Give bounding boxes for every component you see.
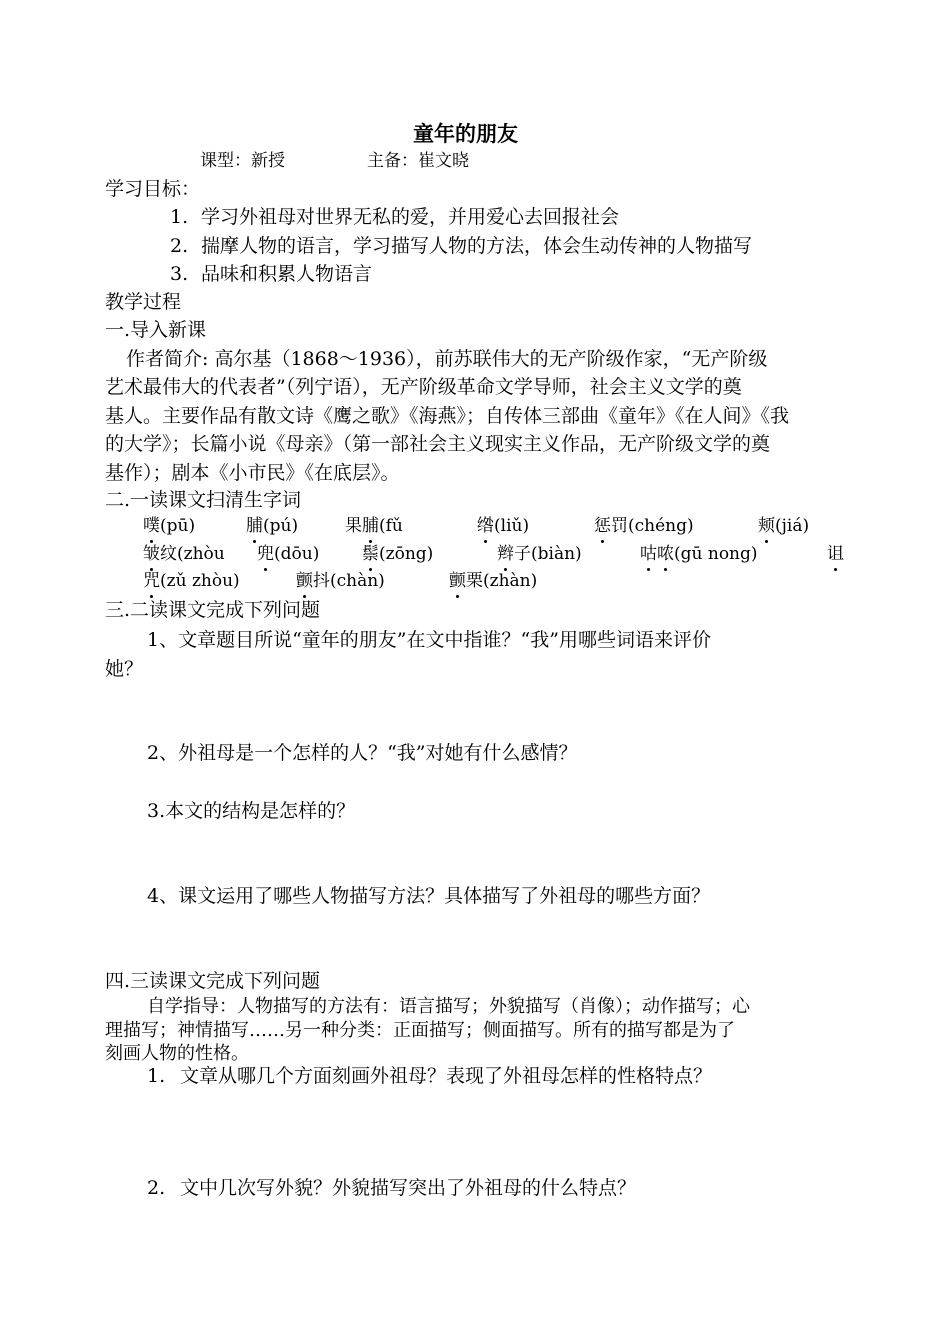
section1-heading: 一.导入新课 <box>105 319 207 341</box>
vocab-word: 兜(dōu) <box>257 544 320 564</box>
guide-line-1: 自学指导：人物描写的方法有：语言描写；外貌描写（肖像）；动作描写；心 <box>147 996 750 1017</box>
vocab-word: 颤抖(chàn) <box>296 571 385 591</box>
vocab-word: 诅 <box>827 544 844 564</box>
process-heading: 教学过程 <box>105 291 182 313</box>
intro-line-2: 艺术最伟大的代表者”（列宁语），无产阶级革命文学导师，社会主义文学的奠 <box>105 376 742 398</box>
vocab-word: 皱纹(zhòu <box>143 544 225 564</box>
vocab-word: 脯(pú) <box>246 516 299 536</box>
intro-line-4: 的大学》；长篇小说《母亲》（第一部社会主义现实主义作品，无产阶级文学的奠 <box>105 433 771 455</box>
section2-heading: 二.一读课文扫清生字词 <box>105 489 302 511</box>
vocab-word: 咒(zǔ zhòu) <box>143 571 240 591</box>
intro-line-1: 作者简介: 高尔基（1868～1936），前苏联伟大的无产阶级作家，“无产阶级 <box>126 348 768 370</box>
vocab-word: 鬃(zōng) <box>362 544 434 564</box>
section4-question-2-num: 2. <box>147 1177 166 1199</box>
question-1-line-2: 她？ <box>105 658 144 680</box>
question-3: 3.本文的结构是怎样的？ <box>147 800 356 822</box>
intro-line-5: 基作）；剧本《小市民》《在底层》。 <box>105 462 400 484</box>
vocab-word: 颤栗(zhàn) <box>449 571 538 591</box>
preparer: 主备：崔文晓 <box>367 151 469 171</box>
section3-heading: 三.二读课文完成下列问题 <box>105 599 321 621</box>
vocab-word: 惩罚(chéng) <box>594 516 694 536</box>
objective-3-num: 3. <box>170 263 189 285</box>
objective-1-num: 1. <box>170 206 189 228</box>
vocab-word: 颊(jiá) <box>758 516 810 536</box>
objectives-heading: 学习目标： <box>105 178 201 200</box>
question-1-line-1: 1、文章题目所说“童年的朋友”在文中指谁？“我”用哪些词语来评价 <box>147 629 711 651</box>
question-2: 2、外祖母是一个怎样的人？“我”对她有什么感情？ <box>147 742 578 764</box>
section4-question-1-text: 文章从哪几个方面刻画外祖母？表现了外祖母怎样的性格特点？ <box>180 1065 713 1087</box>
section4-question-2-text: 文中几次写外貌？外貌描写突出了外祖母的什么特点？ <box>180 1177 637 1199</box>
section4-question-1-num: 1. <box>147 1065 166 1087</box>
guide-line-3: 刻画人物的性格。 <box>105 1043 249 1064</box>
objective-2-num: 2. <box>170 235 189 257</box>
objective-2-text: 揣摩人物的语言，学习描写人物的方法，体会生动传神的人物描写 <box>201 235 753 257</box>
vocab-word: 噗(pū) <box>143 516 196 536</box>
vocab-word: 绺(liǔ) <box>477 516 530 536</box>
vocab-word: 咕哝(gū nong) <box>640 544 758 564</box>
document-title: 童年的朋友 <box>413 121 518 146</box>
intro-line-3: 基人。主要作品有散文诗《鹰之歌》《海燕》；自传体三部曲《童年》《在人间》《我 <box>105 405 790 427</box>
objective-3-text: 品味和积累人物语言 <box>201 263 373 285</box>
guide-line-2: 理描写；神情描写……另一种分类：正面描写；侧面描写。所有的描写都是为了 <box>105 1020 735 1041</box>
course-type: 课型：新授 <box>200 151 285 171</box>
vocab-word: 果脯(fǔ <box>345 516 403 536</box>
section4-heading: 四.三读课文完成下列问题 <box>105 970 321 992</box>
objective-1-text: 学习外祖母对世界无私的爱，并用爱心去回报社会 <box>201 206 620 228</box>
question-4: 4、课文运用了哪些人物描写方法？具体描写了外祖母的哪些方面？ <box>147 885 711 907</box>
vocab-word: 辫子(biàn) <box>497 544 582 564</box>
